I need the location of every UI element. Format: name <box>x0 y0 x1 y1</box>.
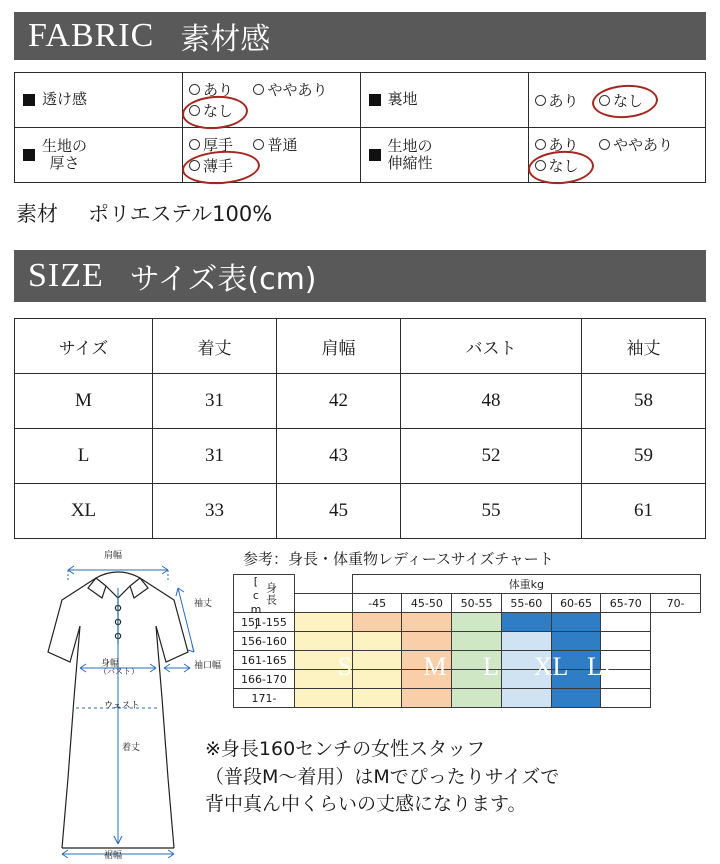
grade-cell <box>501 689 551 708</box>
grade-cell <box>294 613 352 632</box>
label-shoulder-width: 肩幅 <box>104 551 123 561</box>
grade-cell <box>294 689 352 708</box>
reference-caption: 参考：身長・体重物レディースサイズチャート <box>243 550 554 568</box>
option-stretch-0[interactable]: あり <box>535 134 579 155</box>
option-thickness-0[interactable]: 厚手 <box>189 134 233 155</box>
option-thickness-2[interactable]: 薄手 <box>189 155 233 176</box>
option-stretch-2[interactable]: なし <box>535 155 579 176</box>
grade-cell <box>501 613 551 632</box>
grade-label-m: M <box>423 652 447 681</box>
material-label: 素材 <box>16 202 58 226</box>
option-lining-0[interactable]: あり <box>535 90 579 111</box>
grade-cell <box>452 670 502 689</box>
material-line <box>16 198 272 228</box>
label-hem-width: 裾幅 <box>104 851 123 861</box>
label-sleeve-length: 袖丈 <box>194 599 213 609</box>
grade-cell <box>402 632 452 651</box>
grade-cell <box>551 651 601 670</box>
attr-label-sheerness: 透け感 <box>15 73 183 128</box>
label-waist: ウェスト <box>104 701 140 711</box>
grade-cell <box>551 613 601 632</box>
square-bullet-icon <box>369 149 381 161</box>
size-cell: 42 <box>277 374 401 429</box>
grade-cell <box>601 670 651 689</box>
table-row <box>234 651 701 670</box>
fit-note-line-3: 背中真ん中くらいの丈感になります。 <box>205 793 527 816</box>
option-sheerness-1[interactable]: ややあり <box>253 79 327 100</box>
size-section-header <box>14 250 706 302</box>
grade-cell <box>551 632 601 651</box>
size-cell: M <box>15 374 153 429</box>
radio-icon <box>599 95 610 106</box>
option-stretch-1[interactable]: ややあり <box>599 134 673 155</box>
grade-cell <box>402 651 452 670</box>
weight-range-1: 45-50 <box>402 594 452 613</box>
grade-cell <box>352 613 402 632</box>
square-bullet-icon <box>23 149 35 161</box>
size-title-jp: サイズ表(cm) <box>129 262 317 297</box>
table-row <box>15 73 706 128</box>
size-cell: 45 <box>277 484 401 539</box>
table-row <box>15 128 706 183</box>
radio-icon <box>253 139 264 150</box>
option-lining-1[interactable]: なし <box>599 90 643 111</box>
radio-icon <box>189 105 200 116</box>
size-cell: 52 <box>401 429 582 484</box>
radio-icon <box>535 139 546 150</box>
grade-cell <box>501 632 551 651</box>
fabric-attribute-table <box>14 72 706 183</box>
table-row <box>15 374 706 429</box>
fabric-title-jp: 素材感 <box>180 22 271 57</box>
table-row <box>15 429 706 484</box>
size-col-header-0: サイズ <box>15 319 153 374</box>
height-weight-table <box>233 574 701 708</box>
grade-cell <box>294 632 352 651</box>
grade-cell <box>452 613 502 632</box>
size-cell: 58 <box>581 374 705 429</box>
weight-range-3: 55-60 <box>501 594 551 613</box>
height-range-4: 171- <box>234 689 295 708</box>
grade-cell <box>352 632 402 651</box>
table-row <box>234 613 701 632</box>
grade-cell <box>501 651 551 670</box>
size-col-header-1: 着丈 <box>153 319 277 374</box>
size-col-header-2: 肩幅 <box>277 319 401 374</box>
label-body-width: 身幅 <box>101 659 120 669</box>
table-row <box>234 632 701 651</box>
table-header-row <box>234 575 701 594</box>
radio-icon <box>189 84 200 95</box>
fabric-section-header <box>14 12 706 60</box>
square-bullet-icon <box>23 94 35 106</box>
grade-label-xl: XL <box>533 652 569 681</box>
height-range-3: 166-170 <box>234 670 295 689</box>
size-cell: 61 <box>581 484 705 539</box>
size-cell: 55 <box>401 484 582 539</box>
grade-cell <box>601 613 651 632</box>
weight-range-5: 65-70 <box>601 594 651 613</box>
material-value: ポリエステル100% <box>88 202 273 226</box>
size-cell: XL <box>15 484 153 539</box>
radio-icon <box>599 139 610 150</box>
grade-cell <box>601 632 651 651</box>
height-range-2: 161-165 <box>234 651 295 670</box>
grade-cell <box>551 670 601 689</box>
grade-cell <box>294 651 352 670</box>
dress-measurement-diagram <box>18 548 233 861</box>
option-sheerness-2[interactable]: なし <box>189 100 233 121</box>
size-cell: 31 <box>153 429 277 484</box>
square-bullet-icon <box>369 94 381 106</box>
weight-axis-header: 体重kg <box>352 575 700 594</box>
size-cell: 31 <box>153 374 277 429</box>
grade-cell <box>352 689 402 708</box>
attr-options-thickness <box>183 128 361 183</box>
table-row <box>15 484 706 539</box>
fit-note-line-2: （普段M〜着用）はMでぴったりサイズで <box>205 765 560 788</box>
radio-icon <box>189 139 200 150</box>
weight-range-4: 60-65 <box>551 594 601 613</box>
weight-range-0: -45 <box>352 594 402 613</box>
grade-label-ll: LL <box>587 652 619 681</box>
grade-cell <box>601 651 651 670</box>
attr-options-lining <box>528 73 706 128</box>
grade-cell <box>352 670 402 689</box>
grade-cell <box>601 689 651 708</box>
size-cell: 33 <box>153 484 277 539</box>
table-row <box>234 689 701 708</box>
label-cuff-width: 袖口幅 <box>194 661 222 671</box>
height-weight-chart <box>233 574 701 708</box>
grade-cell <box>452 689 502 708</box>
grade-cell <box>551 689 601 708</box>
height-axis-header: 身長[cm] <box>234 575 295 613</box>
weight-range-2: 50-55 <box>452 594 502 613</box>
grade-cell <box>501 670 551 689</box>
height-range-0: 151-155 <box>234 613 295 632</box>
size-cell: 48 <box>401 374 582 429</box>
size-col-header-3: バスト <box>401 319 582 374</box>
size-cell: 59 <box>581 429 705 484</box>
size-title-en: SIZE <box>28 257 104 294</box>
attr-options-sheerness <box>183 73 361 128</box>
radio-icon <box>535 160 546 171</box>
radio-icon <box>189 160 200 171</box>
grade-cell <box>452 632 502 651</box>
option-thickness-1[interactable]: 普通 <box>253 134 297 155</box>
grade-label-l: L <box>483 652 499 681</box>
grade-cell <box>402 689 452 708</box>
weight-range-6: 70- <box>651 594 701 613</box>
attr-label-thickness: 生地の 厚さ <box>15 128 183 183</box>
fit-note <box>205 736 559 819</box>
attr-options-stretch <box>528 128 706 183</box>
radio-icon <box>535 95 546 106</box>
table-row <box>234 670 701 689</box>
size-table <box>14 318 706 539</box>
attr-label-lining: 裏地 <box>360 73 528 128</box>
fabric-title-en: FABRIC <box>28 17 155 54</box>
grade-cell <box>452 651 502 670</box>
grade-cell <box>402 670 452 689</box>
size-cell: L <box>15 429 153 484</box>
option-sheerness-0[interactable]: あり <box>189 79 233 100</box>
grade-cell <box>352 651 402 670</box>
radio-icon <box>253 84 264 95</box>
grade-cell <box>294 670 352 689</box>
height-range-1: 156-160 <box>234 632 295 651</box>
label-dress-length: 着丈 <box>122 743 141 753</box>
size-col-header-4: 袖丈 <box>581 319 705 374</box>
grade-label-s: S <box>337 652 353 681</box>
attr-label-stretch: 生地の 伸縮性 <box>360 128 528 183</box>
label-bust: （バスト） <box>99 667 139 676</box>
size-cell: 43 <box>277 429 401 484</box>
table-header-row <box>234 594 701 613</box>
grade-cell <box>402 613 452 632</box>
table-header-row <box>15 319 706 374</box>
fit-note-line-1: ※身長160センチの女性スタッフ <box>205 738 486 760</box>
